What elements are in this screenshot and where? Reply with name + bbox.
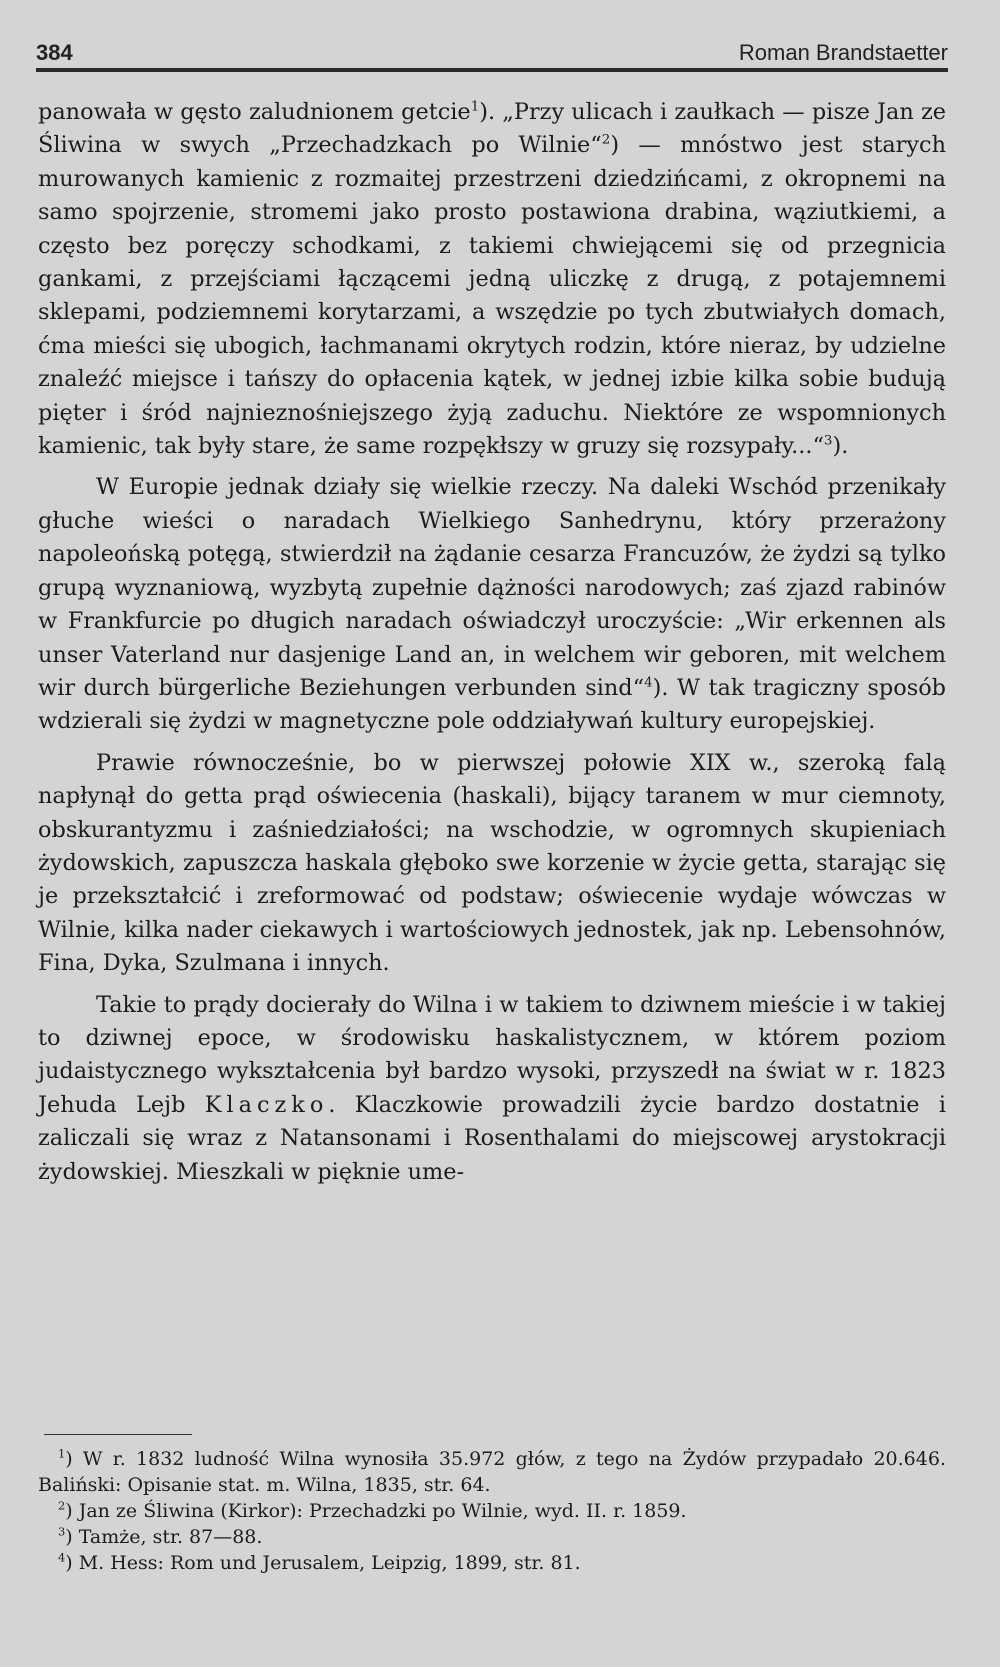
paragraph-1 xyxy=(38,96,946,463)
paragraph-text: . Klaczkowie prowadzili życie bardzo dostatnie i zaliczali się wraz z Natansonami i Rosenthalami do miejscowej arystokracji żydowskiej. Mieszkali w pięknie ume- xyxy=(38,1091,946,1185)
footnote-mark: 1 xyxy=(58,1446,66,1461)
footnote-ref: 2 xyxy=(601,132,611,148)
paragraph-text: ). xyxy=(832,433,849,460)
footnote-text: ) M. Hess: Rom und Jerusalem, Leipzig, 1899, str. 81. xyxy=(65,1552,581,1574)
paragraph-2 xyxy=(38,471,946,738)
footnote-mark: 2 xyxy=(58,1498,66,1513)
footnote-ref: 3 xyxy=(823,433,833,449)
footnote-ref: 1 xyxy=(470,99,480,115)
footnote xyxy=(38,1550,946,1576)
paragraph-text: Takie to prądy docierały do Wilna i w takiem to dziwnem mieście i w takiej to dziwnej epoce, w środowisku haskalistycznem, w którem poziom judaistycznego wykształcenia był bardzo wysoki, przyszedł na świat w r. 1823 Jehuda Lejb xyxy=(38,991,946,1118)
page-number: 384 xyxy=(36,40,73,65)
paragraph-3: Prawie równocześnie, bo w pierwszej połowie XIX w., szeroką falą napłynął do getta prąd oświecenia (haskali), bijący taranem w mur ciemnoty, obskurantyzmu i zaśniedziałości; na wschodzie, w ogromnych skupieniach żydowskich, zapuszcza haskala głęboko swe korzenie w życie getta, starając się je przekształcić i zreformować od podstaw; oświecenie wydaje wówczas w Wilnie, kilka nader ciekawych i wartościowych jednostek, jak np. Lebensohnów, Fina, Dyka, Szulmana i innych. xyxy=(38,749,946,977)
paragraph-text: ) — mnóstwo jest starych murowanych kamienic z rozmaitej przestrzeni dziedzińcami, z okropnemi na samo spojrzenie, stromemi jako prosto postawiona drabina, wąziutkiemi, a często bez poręczy schodkami, z takiemi chwiejącemi się od przegnicia gankami, z przejściami łączącemi jedną uliczkę z drugą, z potajemnemi sklepami, podziemnemi korytarzami, a wszędzie po tych zbutwiałych domach, ćma mieści się ubogich, łachmanami okrytych rodzin, które nieraz, by udzielne znaleźć miejsce i tańszy do opłacenia kątek, w jednej izbie kilka sobie budują pięter i śród najnieznośniejszego żyją zaduchu. Niektóre ze wspomnionych kamienic, tak były stare, że same rozpękłszy w gruzy się rozsypały...“ xyxy=(38,132,946,460)
paragraph-text: panowała w gęsto zaludnionem getcie xyxy=(38,99,471,125)
header-rule xyxy=(36,68,948,72)
footnote-rule xyxy=(44,1434,192,1435)
paragraph-text: ). W tak tragiczny sposób wdzierali się żydzi w magnetyczne pole oddziaływań kultury europejskiej. xyxy=(38,674,947,735)
footnote xyxy=(38,1524,946,1550)
footnote xyxy=(38,1446,946,1498)
footnote-text: ) W r. 1832 ludność Wilna wynosiła 35.972 głów, z tego na Żydów przypadało 20.646. Baliński: Opisanie stat. m. Wilna, 1835, str. 64. xyxy=(38,1448,946,1496)
running-title: Roman Brandstaetter xyxy=(738,40,948,65)
page-header xyxy=(36,34,948,66)
footnote-text: ) Tamże, str. 87—88. xyxy=(65,1526,263,1548)
paragraph-4 xyxy=(38,989,946,1189)
paragraph-text: W Europie jednak działy się wielkie rzeczy. Na daleki Wschód przenikały głuche wieści o naradach Wielkiego Sanhedrynu, który przerażony napoleońską potęgą, stwierdził na żądanie cesarza Francuzów, że żydzi są tylko grupą wyznaniową, wyzbytą zupełnie dążności narodowych; zaś zjazd rabinów w Frankfurcie po długich naradach oświadczył uroczyście: „Wir erkennen als unser Vaterland nur dasjenige Land an, in welchem wir geboren, mit welchem wir durch bürgerliche Beziehungen verbunden sind“ xyxy=(38,474,946,701)
footnote-mark: 3 xyxy=(58,1524,66,1539)
footnotes xyxy=(38,1446,946,1576)
footnote-ref: 4 xyxy=(644,675,653,691)
footnote-text: ) Jan ze Śliwina (Kirkor): Przechadzki po Wilnie, wyd. II. r. 1859. xyxy=(65,1500,687,1522)
spaced-surname: Klaczko xyxy=(204,1091,329,1118)
footnote xyxy=(38,1498,946,1524)
body-text xyxy=(38,96,946,1189)
footnote-mark: 4 xyxy=(58,1550,66,1565)
paragraph-text: ). „Przy ulicach i zaułkach — pisze Jan ze Śliwina w swych „Przechadzkach po Wilnie“ xyxy=(38,99,946,159)
